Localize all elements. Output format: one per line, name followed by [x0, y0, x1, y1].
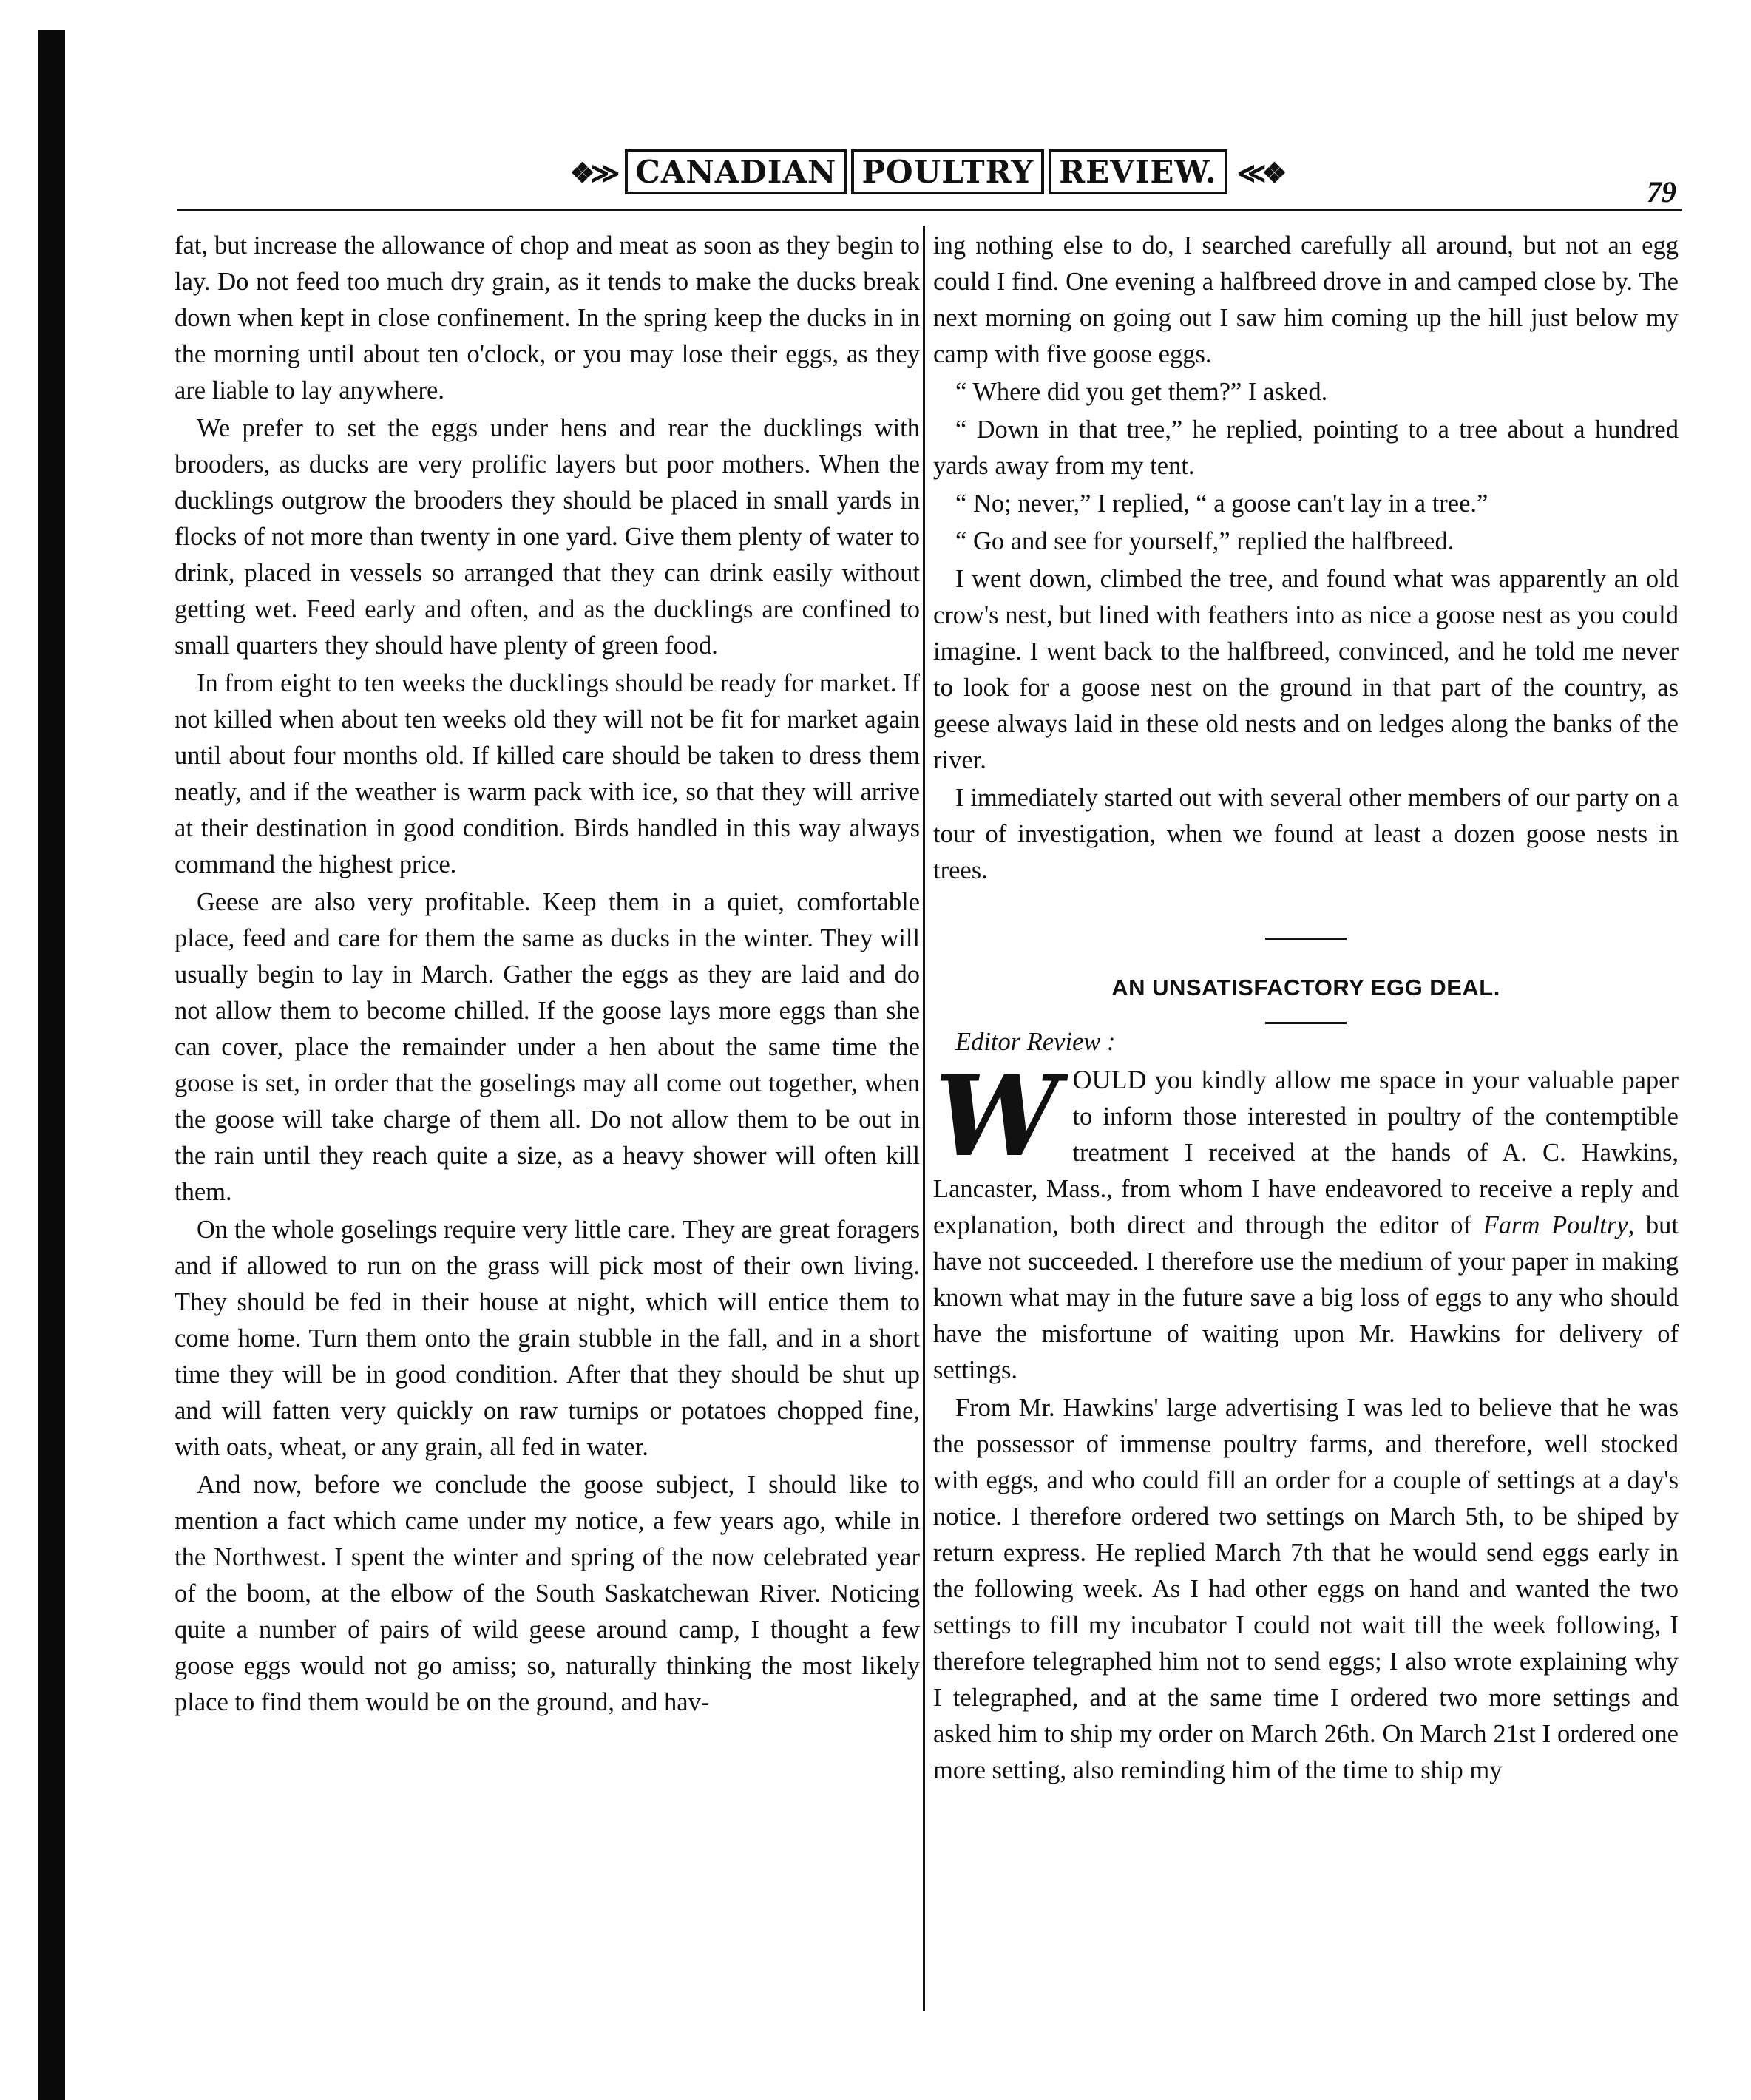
letter-paragraph — [933, 1051, 1679, 1389]
paragraph: On the whole goselings require very little care. They are great foragers and if allowed to run on the grass will pick most of their own living. They should be fed in their house at night, which will entice them to come home. Turn them onto the grain stubble in the fall, and in a short time they will be in good condition. After that they should be shut up and will fatten very quickly on raw turnips or potatoes chopped fine, with oats, wheat, or any grain, all fed in water. — [175, 1216, 920, 1461]
paragraph: “ Down in that tree,” he replied, pointing to a tree about a hundred yards away from my tent. — [933, 416, 1679, 480]
paragraph: fat, but increase the allowance of chop and meat as soon as they begin to lay. Do not feed too much dry grain, as it tends to make the ducks break down when kept in close confinement. In the spring keep the ducks in in the morning until about ten o'clock, or you may lose their eggs, as they are liable to lay anywhere. — [175, 231, 920, 404]
masthead-initial-p: P — [861, 154, 887, 190]
masthead-word-canadian — [625, 149, 847, 194]
paragraph: In from eight to ten weeks the ducklings should be ready for market. If not killed when about ten weeks old they will not be fit for market again until about four months old. If killed care should be taken to dress them neatly, and if the weather is warm pack with ice, so that they will arrive at their destination in good condition. Birds handled in this way always command the highest price. — [175, 669, 920, 878]
paragraph: We prefer to set the eggs under hens and rear the ducklings with brooders, as ducks are very prolific layers but poor mothers. When the ducklings outgrow the brooders they should be placed in small yards in flocks of not more than twenty in one yard. Give them plenty of water to drink, placed in vessels so arranged that they can drink easily without getting wet. Feed early and often, and as the ducklings are confined to small quarters they should have plenty of green food. — [175, 414, 920, 660]
right-ornament-icon: ≪❖ — [1236, 156, 1283, 189]
section-rule-top — [1265, 938, 1347, 940]
paragraph: ing nothing else to do, I searched carefully all around, but not an egg could I find. One evening a halfbreed drove in and camped close by. The next morning on going out I saw him coming up the hill just below my camp with five goose eggs. — [933, 231, 1679, 368]
paragraph: I immediately started out with several other members of our party on a tour of investigation, when we found at least a dozen goose nests in trees. — [933, 784, 1679, 884]
column-divider — [923, 226, 925, 2011]
page-number: 79 — [1647, 175, 1676, 209]
masthead-word-poultry — [851, 149, 1044, 194]
section-heading: AN UNSATISFACTORY EGG DEAL. — [1111, 975, 1500, 1000]
paragraph: Geese are also very profitable. Keep them in a quiet, comfortable place, feed and care for them the same as ducks in the winter. They will usually begin to lay in March. Gather the eggs as they are laid and do not allow them to become chilled. If the goose lays more eggs than she can cover, place the remainder under a hen about the same time the goose is set, in order that the goselings may all come out together, when the goose will take charge of them all. Do not allow them to be out in the rain until they reach quite a size, as a heavy shower will often kill them. — [175, 888, 920, 1206]
salutation: Editor Review : — [955, 1028, 1116, 1056]
letter-text: you kindly allow me space in your valuable paper to inform those interested in poultry of the contemptible treatment I received at the hands of A. C. Hawkins, Lancaster, Mass., from whom I have endeavored to receive a reply and explanation, both direct and through the editor of — [933, 1066, 1679, 1239]
masthead-initial-r: R — [1059, 154, 1086, 190]
masthead-title — [170, 154, 1682, 190]
dropcap-letter: W — [935, 1051, 1060, 1182]
paragraph: “ Go and see for yourself,” replied the halfbreed. — [955, 527, 1454, 555]
masthead-review-text: EVIEW. — [1086, 154, 1217, 190]
masthead-poultry-text: OULTRY — [886, 154, 1034, 190]
masthead-word-review — [1049, 149, 1227, 194]
lead-letters: OULD — [1072, 1065, 1147, 1094]
letter-text-end: , but have not succeeded. I therefore use the medium of your paper in making known what may in the future save a big loss of eggs to any who should have the misfortune of waiting upon Mr. Hawkins for delivery of settings. — [933, 1211, 1679, 1384]
paragraph: I went down, climbed the tree, and found what was apparently an old crow's nest, but lined with feathers into as nice a goose nest as you could imagine. I went back to the halfbreed, convinced, and he told me never to look for a goose nest on the ground in that part of the country, as geese always laid in these old nests and on ledges along the banks of the river. — [933, 565, 1679, 774]
masthead-rule — [177, 209, 1682, 211]
masthead-initial-c: C — [635, 154, 661, 190]
masthead — [170, 140, 1682, 214]
publication-title: Farm Poultry — [1483, 1211, 1628, 1239]
right-column — [933, 228, 1679, 1790]
paragraph: “ No; never,” I replied, “ a goose can't lay in a tree.” — [955, 490, 1488, 518]
letter-paragraph: From Mr. Hawkins' large advertising I was led to believe that he was the possessor of immense poultry farms, and therefore, well stocked with eggs, and who could fill an order for a couple of settings at a day's notice. I therefore ordered two settings on March 5th, to be shiped by return express. He replied March 7th that he would send eggs early in the following week. As I had other eggs on hand and wanted the two settings to fill my incubator I could not wait till the week following, I therefore telegraphed him not to send eggs; I also wrote explaining why I telegraphed, and at the same time I ordered two more settings and asked him to ship my order on March 26th. On March 21st I ordered one more setting, also reminding him of the time to ship my — [933, 1394, 1679, 1784]
scan-binding-edge — [38, 30, 65, 2100]
left-column — [175, 228, 920, 1722]
left-ornament-icon: ❖≫ — [569, 156, 616, 189]
paragraph: And now, before we conclude the goose subject, I should like to mention a fact which came under my notice, a few years ago, while in the Northwest. I spent the winter and spring of the now celebrated year of the boom, at the elbow of the South Saskatchewan River. Noticing quite a number of pairs of wild geese around camp, I thought a few goose eggs would not go amiss; so, naturally thinking the most likely place to find them would be on the ground, and hav- — [175, 1471, 920, 1716]
paragraph: “ Where did you get them?” I asked. — [955, 378, 1328, 406]
masthead-canadian-text: ANADIAN — [660, 154, 837, 190]
